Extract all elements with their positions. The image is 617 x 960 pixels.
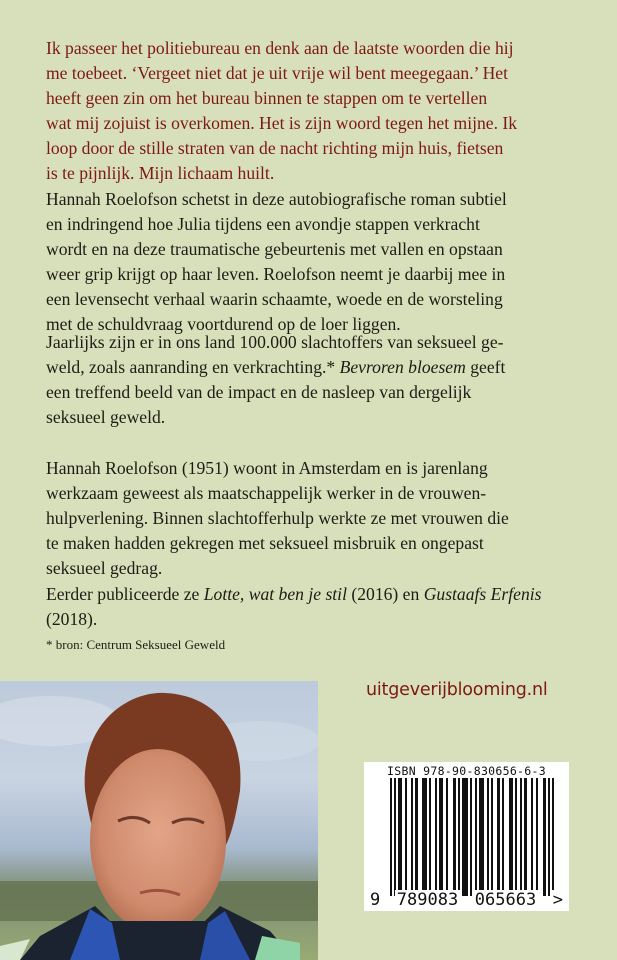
- excerpt-line: is te pijnlijk. Mijn lichaam huilt.: [46, 163, 275, 183]
- author-bio-paragraph: [46, 456, 606, 581]
- excerpt-line: wat mij zojuist is overkomen. Het is zijn woord tegen het mijne. Ik: [46, 113, 518, 133]
- earlier-works-line: [46, 582, 606, 607]
- bio-line: seksueel gedrag.: [46, 558, 163, 578]
- excerpt-line: me toebeet. ‘Vergeet niet dat je uit vrije wil bent meegegaan.’ Het: [46, 63, 508, 83]
- isbn-barcode: [364, 762, 569, 911]
- bio-line: te maken hadden gekregen met seksueel misbruik en ongepast: [46, 533, 484, 553]
- synopsis-line: en indringend hoe Julia tijdens een avondje stappen verkracht: [46, 214, 480, 234]
- earlier-works-line: (2018).: [46, 609, 98, 629]
- author-portrait-illustration: [0, 681, 318, 960]
- barcode-digit-group: >: [552, 890, 563, 910]
- stats-text: weld, zoals aanranding en verkrachting.*: [46, 357, 340, 377]
- bio-line: hulpverlening. Binnen slachtofferhulp werkte ze met vrouwen die: [46, 508, 509, 528]
- stats-line: Jaarlijks zijn er in ons land 100.000 slachtoffers van seksueel ge-: [46, 332, 504, 352]
- excerpt-line: loop door de stille straten van de nacht richting mijn huis, fietsen: [46, 138, 504, 158]
- earlier-works-text: (2016) en: [346, 584, 424, 604]
- barcode-bars: [390, 778, 554, 896]
- stats-line: seksueel geweld.: [46, 407, 166, 427]
- stats-text: geeft: [465, 357, 506, 377]
- footnote: * bron: Centrum Seksueel Geweld: [46, 637, 226, 652]
- book-title-gustaafs: Gustaafs Erfenis: [423, 584, 542, 604]
- book-title-lotte: Lotte, wat ben je stil: [203, 584, 347, 604]
- synopsis-paragraph: [46, 187, 606, 337]
- statistics-paragraph: [46, 330, 606, 430]
- synopsis-line: Hannah Roelofson schetst in deze autobiografische roman subtiel: [46, 189, 507, 209]
- synopsis-line: weer grip krijgt op haar leven. Roelofson neemt je daarbij mee in: [46, 264, 506, 284]
- bio-line: werkzaam geweest als maatschappelijk werker in de vrouwen-: [46, 483, 487, 503]
- earlier-works-paragraph: [46, 582, 606, 632]
- isbn-label: ISBN 978-90-830656-6-3: [387, 764, 546, 778]
- author-photo: [0, 681, 318, 960]
- stats-line: [46, 355, 606, 380]
- bio-line: Hannah Roelofson (1951) woont in Amsterdam en is jarenlang: [46, 458, 488, 478]
- publisher-website-link[interactable]: uitgeverijblooming.nl: [366, 680, 548, 700]
- synopsis-line: met de schuldvraag voortdurend op de loer liggen.: [46, 314, 401, 334]
- barcode-digits: [368, 890, 565, 910]
- earlier-works-text: Eerder publiceerde ze: [46, 584, 204, 604]
- stats-line: een treffend beeld van de impact en de nasleep van dergelijk: [46, 382, 472, 402]
- excerpt-paragraph: [46, 36, 606, 186]
- synopsis-line: wordt en na deze traumatische gebeurtenis met vallen en opstaan: [46, 239, 503, 259]
- barcode-digit-group: 9: [370, 890, 381, 910]
- excerpt-line: heeft geen zin om het bureau binnen te stappen om te vertellen: [46, 88, 488, 108]
- barcode-digit-group: 065663: [474, 890, 537, 910]
- excerpt-line: Ik passeer het politiebureau en denk aan de laatste woorden die hij: [46, 38, 514, 58]
- book-title: Bevroren bloesem: [339, 357, 466, 377]
- synopsis-line: een levensecht verhaal waarin schaamte, woede en de worsteling: [46, 289, 503, 309]
- barcode-digit-group: 789083: [396, 890, 459, 910]
